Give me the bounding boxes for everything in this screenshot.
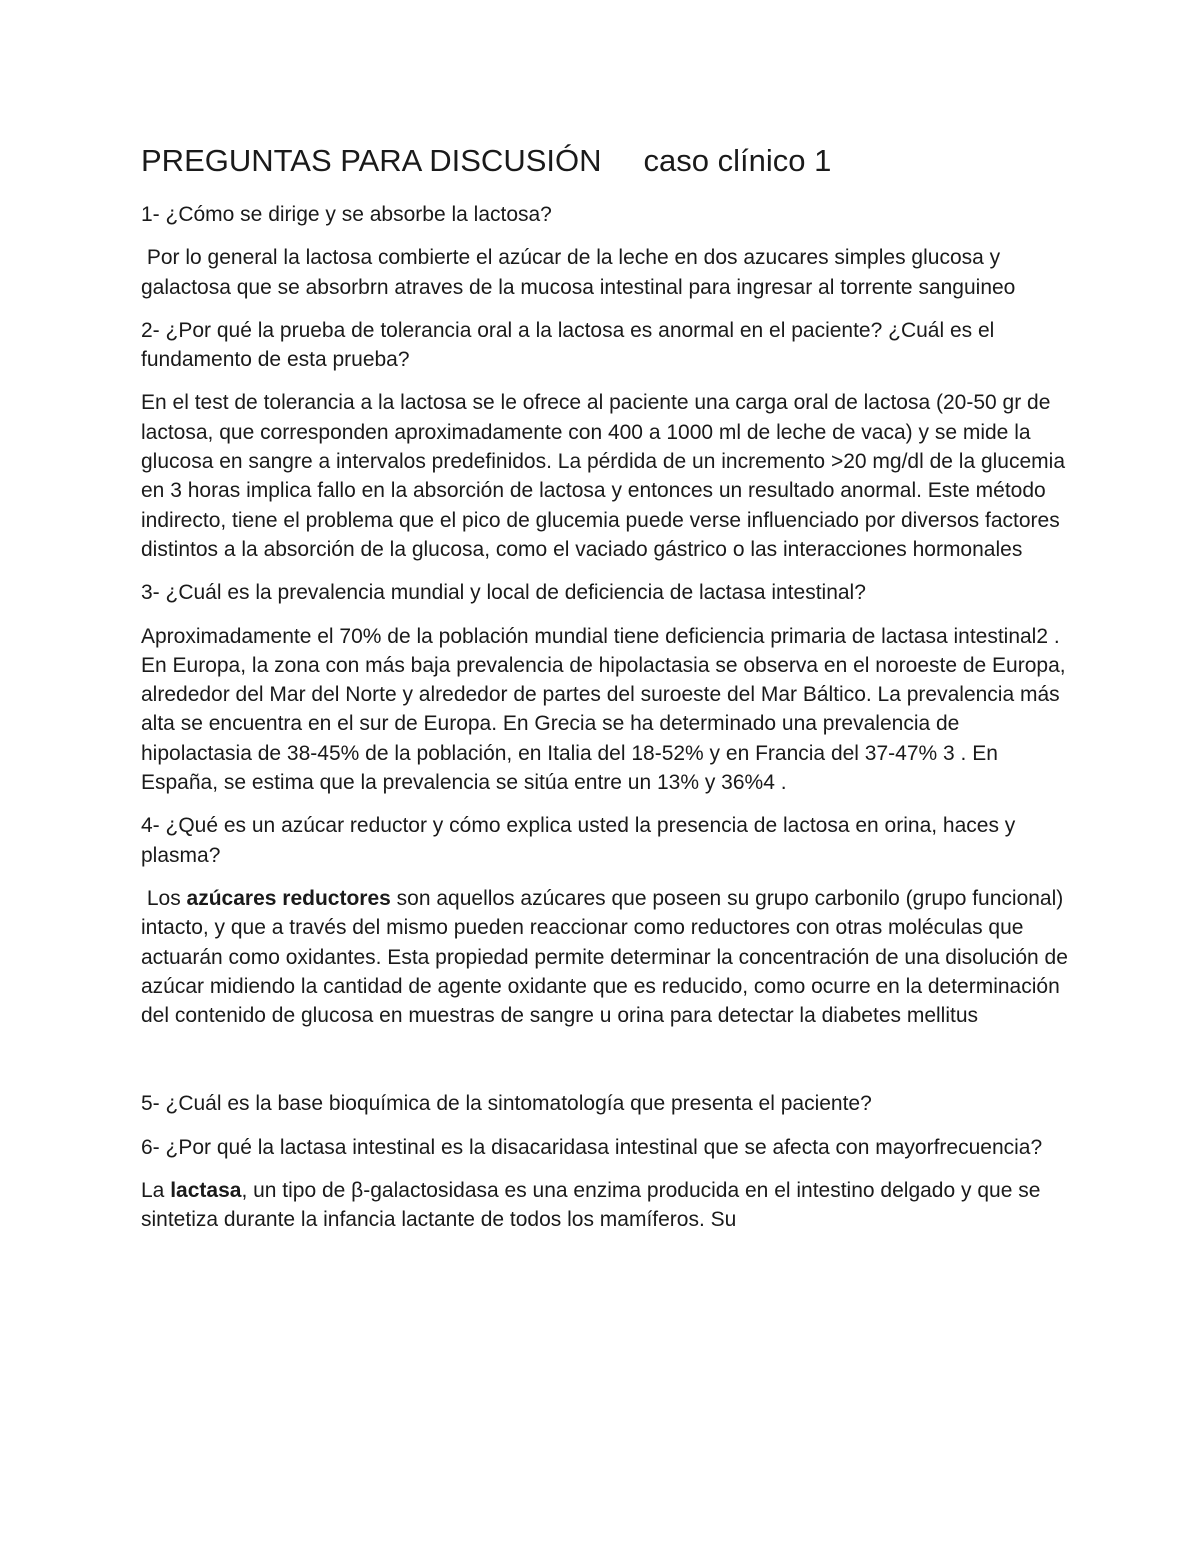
answer-6-bold-term: lactasa <box>170 1179 242 1203</box>
answer-2: En el test de tolerancia a la lactosa se le ofrece al paciente una carga oral de lactosa (20-50 gr de lactosa, que corresponden aproximadamente con 400 a 1000 ml de leche de vaca) y se mide la glucosa en sangre a intervalos predefinidos. La pérdida de un incremento >20 mg/dl de la glucemia en 3 horas implica fallo en la absorción de lactosa y entonces un resultado anormal. Este método indirecto, tiene el problema que el pico de glucemia puede verse influenciado por diversos factores distintos a la absorción de la glucosa, como el vaciado gástrico o las interacciones hormonales <box>141 391 1065 561</box>
answer-4-bold-term: azúcares reductores <box>186 886 391 910</box>
question-4: 4- ¿Qué es un azúcar reductor y cómo explica usted la presencia de lactosa en orina, haces y plasma? <box>141 814 1016 867</box>
question-2: 2- ¿Por qué la prueba de tolerancia oral a la lactosa es anormal en el paciente? ¿Cuál es el fundamento de esta prueba? <box>141 318 995 372</box>
answer-4-lead: Los <box>141 886 187 910</box>
document-title-row <box>141 140 1071 182</box>
document-title: PREGUNTAS PARA DISCUSIÓN <box>141 143 602 178</box>
question-5: 5- ¿Cuál es la base bioquímica de la sintomatología que presenta el paciente? <box>141 1092 872 1116</box>
answer-4 <box>141 884 1074 1030</box>
document-subtitle: caso clínico 1 <box>643 143 832 178</box>
question-3: 3- ¿Cuál es la prevalencia mundial y local de deficiencia de lactasa intestinal? <box>141 581 866 605</box>
answer-6-text: , un tipo de β-galactosidasa es una enzima producida en el intestino delgado y que se sintetiza durante la infancia lactante de todos los mamíferos. Su <box>141 1179 1047 1232</box>
answer-3: Aproximadamente el 70% de la población mundial tiene deficiencia primaria de lactasa intestinal2 . En Europa, la zona con más baja prevalencia de hipolactasia se observa en el noroeste de Europa, alrededor del Mar del Norte y alrededor de partes del suroeste del Mar Báltico. La prevalencia más alta se encuentra en el sur de Europa. En Grecia se ha determinado una prevalencia de hipolactasia de 38-45% de la población, en Italia del 18-52% y en Francia del 37-47% 3 . En España, se estima que la prevalencia se sitúa entre un 13% y 36%4 . <box>141 624 1066 795</box>
question-6: 6- ¿Por qué la lactasa intestinal es la disacaridasa intestinal que se afecta con mayorfrecuencia? <box>141 1135 1043 1159</box>
answer-4-text: son aquellos azúcares que poseen su grupo carbonilo (grupo funcional) intacto, y que a través del mismo pueden reaccionar como reductores con otras moléculas que actuarán como oxidantes. Esta propiedad permite determinar la concentración de una disolución de azúcar midiendo la cantidad de agente oxidante que es reducido, como ocurre en la determinación del contenido de glucosa en muestras de sangre u orina para detectar la diabetes mellitus <box>141 886 1074 1028</box>
answer-1: Por lo general la lactosa combierte el azúcar de la leche en dos azucares simples glucosa y galactosa que se absorbrn atraves de la mucosa intestinal para ingresar al torrente sanguineo <box>141 246 1016 299</box>
blank-space <box>141 1044 1071 1089</box>
question-1: 1- ¿Cómo se dirige y se absorbe la lactosa? <box>141 203 552 226</box>
document-body <box>141 140 1074 1249</box>
answer-6-lead: La <box>141 1179 171 1203</box>
answer-6 <box>141 1176 1071 1235</box>
